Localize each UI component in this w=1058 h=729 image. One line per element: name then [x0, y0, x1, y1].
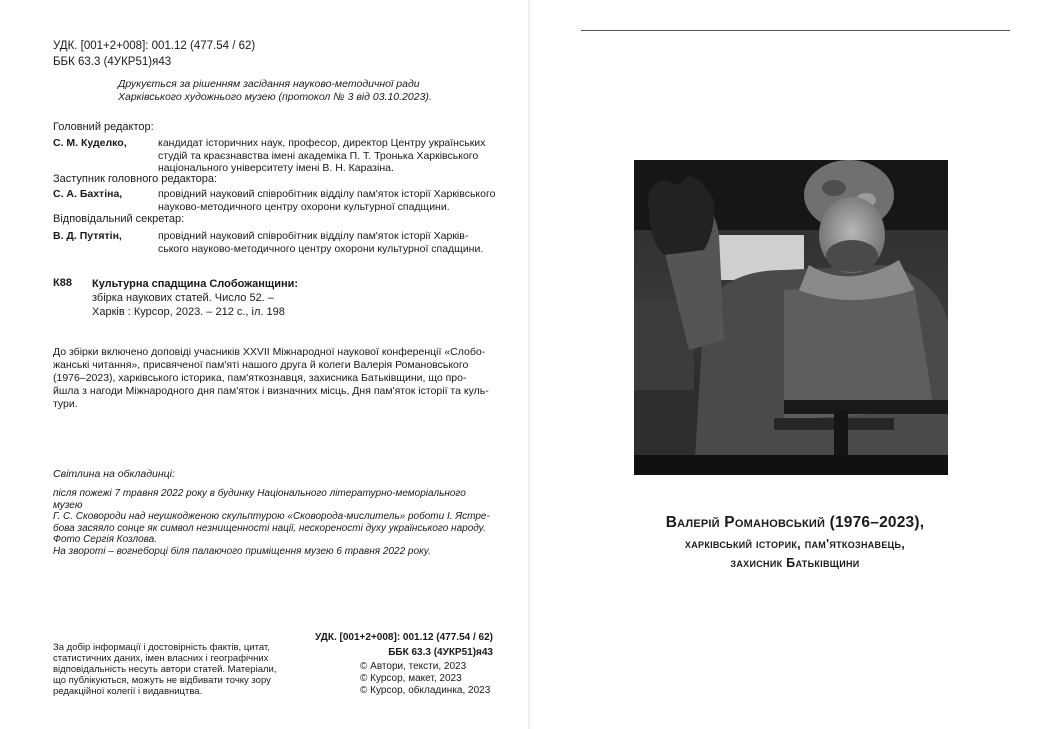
secretary-desc-line: провідний науковий співробітник відділу пам'яток історії Харків-	[158, 230, 469, 242]
secretary-desc-line: ського науково-методичного центру охорони культурної спадщини.	[158, 242, 484, 255]
chief-editor-desc-line: студій та краєзнавства імені академіка П. Т. Тронька Харківського	[158, 149, 479, 162]
cover-line: На звороті – вогнеборці біля палаючого приміщення музею 6 травня 2022 року.	[53, 545, 431, 557]
udk-code-bottom: УДК. [001+2+008]: 001.12 (477.54 / 62)	[315, 632, 493, 643]
bib-title: Культурна спадщина Слобожанщини:	[92, 278, 299, 290]
chief-editor-desc-line: національного університету імені В. Н. Каразіна.	[158, 162, 394, 174]
cover-photo-heading: Світлина на обкладинці:	[53, 468, 175, 480]
abstract-line: жанські читання», присвяченої пам'яті нашого друга й колеги Валерія Романовського	[53, 359, 469, 371]
cover-photo-description	[53, 488, 493, 557]
cover-line: бова засяяло сонце як символ незнищенності нації, нескореності духу українського народу.	[53, 522, 486, 534]
chief-editor-desc-line: кандидат історичних наук, професор, директор Центру українських	[158, 137, 486, 149]
bibliographic-record	[92, 277, 492, 319]
chief-editor-description	[158, 137, 503, 175]
copyrights	[360, 661, 510, 697]
bib-code: К88	[53, 277, 72, 289]
caption-defender: захисник Батьківщини	[730, 556, 860, 570]
printing-approval-line2: Харківського художнього музею (протокол № 3 від 03.10.2023).	[118, 91, 432, 103]
copyright-line: © Курсор, макет, 2023	[360, 673, 462, 684]
bbk-code-bottom: ББК 63.3 (4УКР51)я43	[388, 647, 493, 658]
chief-editor-heading: Головний редактор:	[53, 121, 154, 133]
portrait-photo	[634, 160, 948, 475]
bbk-code: ББК 63.3 (4УКР51)я43	[53, 56, 172, 68]
caption-name: Валерій Романовський (1976–2023),	[665, 514, 925, 531]
secretary-name: В. Д. Путятін,	[53, 230, 122, 242]
deputy-editor-description	[158, 188, 503, 213]
deputy-editor-heading: Заступник головного редактора:	[53, 173, 218, 185]
disclaimer-line: відповідальність несуть автори статей. Матеріали,	[53, 664, 277, 675]
right-page	[530, 0, 1058, 729]
cover-line: Г. С. Сковороди над неушкодженою скульптурою «Сковорода-мислитель» роботи І. Ястре-	[53, 511, 490, 522]
printing-approval	[118, 78, 478, 104]
disclaimer	[53, 642, 283, 697]
disclaimer-line: статистичних даних, імен власних і географічних	[53, 653, 269, 664]
chief-editor-name: С. М. Куделко,	[53, 137, 127, 149]
disclaimer-line: За добір інформації і достовірність фактів, цитат,	[53, 642, 270, 653]
udk-bbk-top	[53, 38, 255, 70]
secretary-heading: Відповідальний секретар:	[53, 213, 185, 225]
abstract-line: (1976–2023), харківського історика, пам'яткознавця, захисника Батьківщини, що про-	[53, 372, 467, 384]
top-rule-divider	[581, 30, 1010, 31]
printing-approval-line1: Друкується за рішенням засідання науково-методичної ради	[118, 78, 420, 90]
copyright-line: © Курсор, обкладинка, 2023	[360, 685, 491, 696]
disclaimer-line: редакційної колегії і видавництва.	[53, 686, 203, 697]
abstract-line: тури.	[53, 398, 78, 410]
bib-line2: збірка наукових статей. Число 52. –	[92, 292, 274, 304]
copyright-line: © Автори, тексти, 2023	[360, 661, 467, 672]
left-page	[0, 0, 528, 729]
cover-line: після пожежі 7 травня 2022 року в будинку Національного літературно-меморіального музею	[53, 488, 466, 511]
cover-line: Фото Сергія Козлова.	[53, 534, 157, 545]
deputy-editor-name: С. А. Бахтіна,	[53, 188, 123, 200]
deputy-editor-desc-line: провідний науковий співробітник відділу пам'яток історії Харківського	[158, 188, 496, 200]
portrait-photo-image	[634, 160, 948, 475]
udk-bbk-bottom	[313, 630, 493, 660]
abstract	[53, 346, 493, 411]
secretary-description	[158, 230, 503, 255]
disclaimer-line: що публікуються, можуть не відбивати точку зору	[53, 675, 271, 686]
deputy-editor-desc-line: науково-методичного центру охорони культурної спадщини.	[158, 200, 450, 213]
caption-occupation: харківський історик, пам'яткознавець,	[684, 537, 906, 551]
abstract-line: йшла з нагоди Міжнародного дня пам'яток і визначних місць, Дня пам'яток історії та куль-	[53, 385, 489, 397]
abstract-line: До збірки включено доповіді учасників XXVII Міжнародної наукової конференції «Слобо-	[53, 346, 486, 358]
udk-code: УДК. [001+2+008]: 001.12 (477.54 / 62)	[53, 40, 256, 52]
bib-line3: Харків : Курсор, 2023. – 212 с., іл. 198	[92, 306, 285, 318]
